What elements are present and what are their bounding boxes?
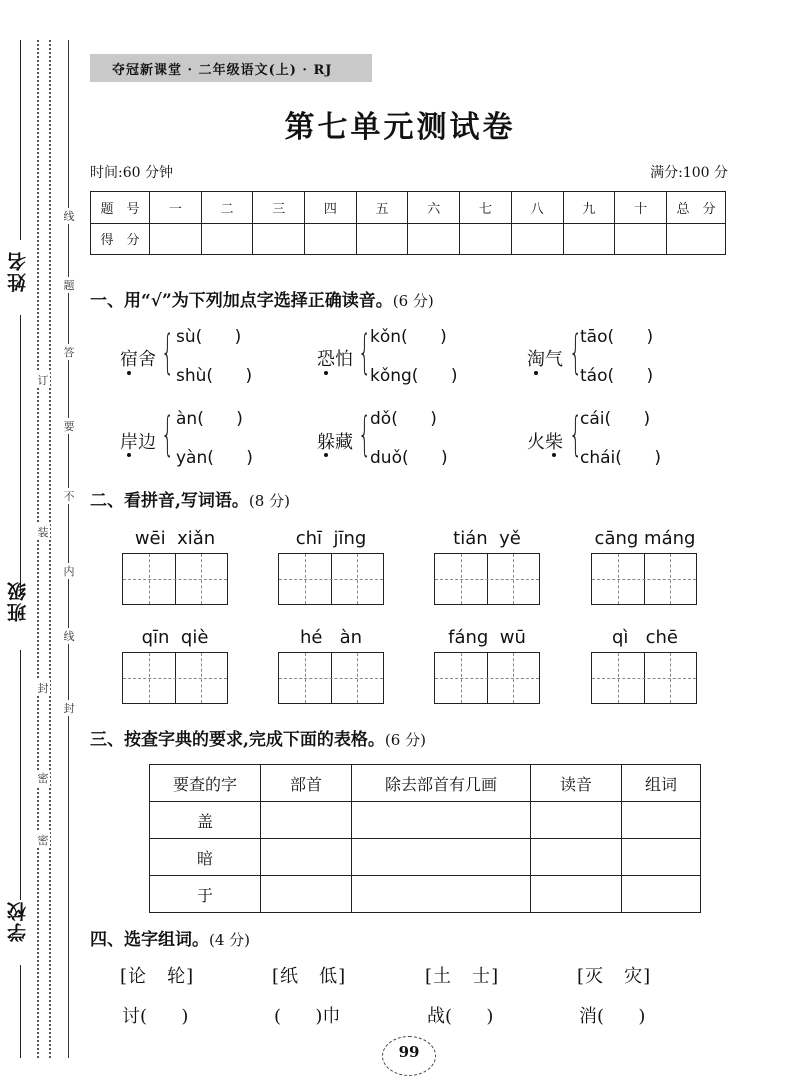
dict-header-cell: 读音 [531, 765, 622, 802]
q1-word: 宿舍 [120, 349, 156, 370]
score-header-cell: 一 [150, 192, 202, 224]
pinyin-label: tián yě [453, 528, 521, 549]
page-number: 99 [382, 1036, 436, 1076]
cut-char: 线 [63, 210, 75, 223]
q4-heading [90, 925, 250, 950]
cut-char: 订 [37, 374, 49, 387]
q1-option[interactable]: táo( ) [580, 366, 654, 386]
q2-heading-text: 二、看拼音,写词语。 [90, 491, 249, 511]
q1-word: 恐怕 [317, 349, 353, 370]
dict-header-cell: 除去部首有几画 [352, 765, 531, 802]
tianzige-box[interactable] [122, 553, 228, 605]
pinyin-label: cāng máng [594, 528, 696, 549]
q3-heading-text: 三、按查字典的要求,完成下面的表格。 [90, 730, 385, 750]
score-header-cell: 总 分 [667, 192, 726, 224]
dict-row [150, 876, 701, 913]
score-header-cell: 四 [305, 192, 357, 224]
q1-option[interactable]: àn( ) [176, 409, 243, 429]
cut-char: 密 [37, 772, 49, 785]
dict-header-row [150, 765, 701, 802]
q1-word: 躲藏 [317, 432, 353, 453]
dict-answer-cell[interactable] [622, 876, 701, 913]
emphasis-dot [127, 371, 131, 375]
score-table [90, 191, 726, 255]
score-header-cell: 三 [253, 192, 305, 224]
tianzige-box[interactable] [434, 652, 540, 704]
score-cell[interactable] [563, 223, 615, 255]
page-title: 第七单元测试卷 [284, 110, 516, 145]
dict-char: 暗 [150, 839, 261, 876]
pinyin-label: fáng wū [448, 627, 526, 648]
q1-heading-text: 一、用“√”为下列加点字选择正确读音。 [90, 291, 393, 311]
cut-char: 密 [37, 834, 49, 847]
cut-char: 装 [37, 526, 49, 539]
q4-points: (4 分) [209, 931, 251, 949]
dict-answer-cell[interactable] [622, 839, 701, 876]
exam-time: 时间:60 分钟 [90, 165, 173, 181]
cut-char: 要 [63, 420, 75, 433]
q1-option[interactable]: dǒ( ) [370, 409, 437, 429]
q1-option[interactable]: chái( ) [580, 448, 661, 468]
cut-char: 内 [63, 565, 75, 578]
dict-answer-cell[interactable] [261, 876, 352, 913]
score-header-cell: 六 [408, 192, 460, 224]
name-label: 姓名 [7, 250, 29, 292]
q1-option[interactable]: duǒ( ) [370, 448, 448, 468]
q4-blank[interactable]: ( )巾 [274, 1006, 341, 1027]
score-table-header-row [91, 192, 726, 224]
score-header-cell: 二 [201, 192, 253, 224]
score-header-cell: 题 号 [91, 192, 150, 224]
emphasis-dot [324, 453, 328, 457]
brace: { [569, 325, 583, 379]
dict-answer-cell[interactable] [261, 839, 352, 876]
school-label: 学校 [7, 900, 29, 942]
tianzige-box[interactable] [122, 652, 228, 704]
q3-points: (6 分) [384, 731, 426, 749]
q2-points: (8 分) [248, 492, 290, 510]
dict-answer-cell[interactable] [261, 802, 352, 839]
cut-char: 题 [63, 279, 75, 292]
dotted-binding-line-2 [49, 40, 51, 1058]
q1-points: (6 分) [392, 292, 434, 310]
tianzige-box[interactable] [591, 652, 697, 704]
score-cell[interactable] [150, 223, 202, 255]
q1-option[interactable]: yàn( ) [176, 448, 253, 468]
dict-char: 盖 [150, 802, 261, 839]
dict-answer-cell[interactable] [622, 802, 701, 839]
cut-char: 线 [63, 630, 75, 643]
score-header-cell: 八 [511, 192, 563, 224]
q1-option[interactable]: tāo( ) [580, 327, 654, 347]
series-banner: 夺冠新课堂 · 二年级语文(上) · RJ [90, 54, 372, 82]
dict-row [150, 802, 701, 839]
emphasis-dot [324, 371, 328, 375]
emphasis-dot [534, 371, 538, 375]
cut-char: 封 [37, 682, 49, 695]
q1-option[interactable]: cái( ) [580, 409, 651, 429]
q1-option[interactable]: kǒng( ) [370, 366, 458, 386]
score-header-cell: 九 [563, 192, 615, 224]
full-score: 满分:100 分 [650, 165, 728, 181]
dotted-binding-line [37, 40, 39, 1058]
dict-answer-cell[interactable] [531, 802, 622, 839]
score-row-label: 得 分 [91, 223, 150, 255]
emphasis-dot [127, 453, 131, 457]
cut-char: 答 [63, 346, 75, 359]
score-cell[interactable] [511, 223, 563, 255]
pinyin-label: qīn qiè [141, 627, 209, 648]
dictionary-table [149, 764, 701, 913]
tianzige-box[interactable] [278, 652, 384, 704]
score-cell[interactable] [305, 223, 357, 255]
brace: { [161, 325, 175, 379]
q1-option[interactable]: shù( ) [176, 366, 253, 386]
score-cell[interactable] [615, 223, 667, 255]
dict-header-cell: 要查的字 [150, 765, 261, 802]
q4-choices: [灭 灾] [577, 966, 652, 987]
dict-answer-cell[interactable] [352, 876, 531, 913]
score-cell[interactable] [253, 223, 305, 255]
q1-word: 火柴 [527, 432, 563, 453]
q2-heading [90, 486, 290, 511]
score-header-cell: 十 [615, 192, 667, 224]
score-header-cell: 五 [356, 192, 408, 224]
emphasis-dot [552, 453, 556, 457]
q1-option[interactable]: kǒn( ) [370, 327, 447, 347]
tianzige-box[interactable] [591, 553, 697, 605]
score-table-score-row [91, 223, 726, 255]
score-header-cell: 七 [460, 192, 512, 224]
q4-heading-text: 四、选字组词。 [90, 930, 209, 950]
score-cell[interactable] [667, 223, 726, 255]
dict-header-cell: 部首 [261, 765, 352, 802]
q4-blank[interactable]: 讨( ) [122, 1006, 189, 1027]
pinyin-label: chī jīng [295, 528, 367, 549]
q4-choices: [论 轮] [120, 966, 195, 987]
pinyin-label: wēi xiǎn [134, 528, 216, 549]
q4-blank[interactable]: 消( ) [579, 1006, 646, 1027]
score-cell[interactable] [460, 223, 512, 255]
q1-word: 岸边 [120, 432, 156, 453]
brace: { [358, 325, 372, 379]
brace: { [358, 407, 372, 461]
dict-char: 于 [150, 876, 261, 913]
pinyin-label: hé àn [299, 627, 363, 648]
q4-choices: [纸 低] [272, 966, 347, 987]
dict-answer-cell[interactable] [531, 839, 622, 876]
brace: { [161, 407, 175, 461]
score-cell[interactable] [356, 223, 408, 255]
q1-word: 淘气 [527, 349, 563, 370]
q1-heading [90, 286, 434, 311]
q4-choices: [土 士] [425, 966, 500, 987]
dict-answer-cell[interactable] [352, 839, 531, 876]
score-cell[interactable] [201, 223, 253, 255]
dict-header-cell: 组词 [622, 765, 701, 802]
pinyin-label: qì chē [612, 627, 678, 648]
cut-char: 不 [63, 490, 75, 503]
class-label: 班级 [7, 580, 29, 622]
cut-line [68, 40, 69, 1058]
q4-blank[interactable]: 战( ) [427, 1006, 494, 1027]
dict-answer-cell[interactable] [531, 876, 622, 913]
tianzige-box[interactable] [278, 553, 384, 605]
dict-answer-cell[interactable] [352, 802, 531, 839]
brace: { [569, 407, 583, 461]
score-cell[interactable] [408, 223, 460, 255]
dict-row [150, 839, 701, 876]
q1-option[interactable]: sù( ) [176, 327, 242, 347]
tianzige-box[interactable] [434, 553, 540, 605]
cut-char: 封 [63, 702, 75, 715]
q3-heading [90, 725, 426, 750]
